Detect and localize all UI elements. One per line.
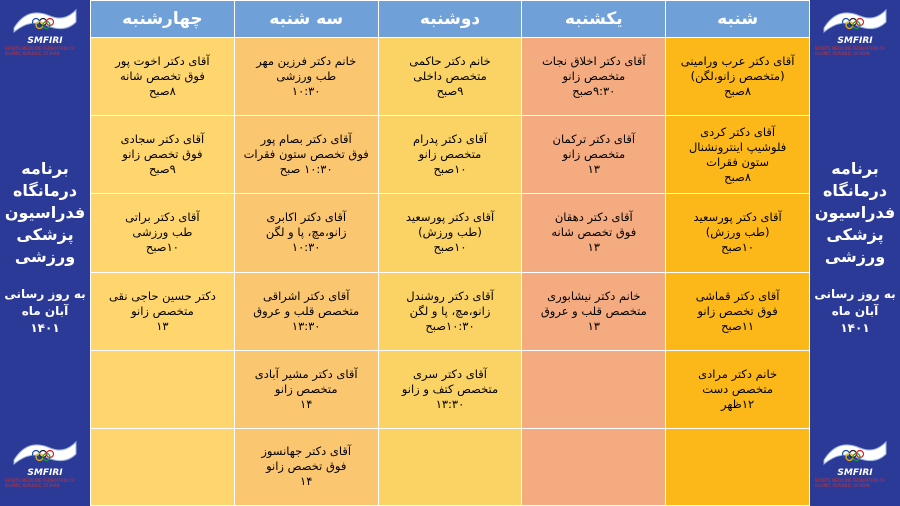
cell-line: آقای دکتر ترکمان — [552, 132, 636, 147]
cell-line: ۱۳:۳۰ — [435, 396, 465, 411]
side-title — [5, 158, 85, 268]
cell-line: ۱۰صبح — [145, 240, 179, 255]
cell-line: آقای دکتر قماشی — [695, 288, 780, 303]
cell-line: (طب ورزش) — [705, 225, 770, 240]
cell-line: ۱۴ — [300, 474, 313, 489]
schedule-cell — [378, 350, 522, 428]
cell-line: آقای دکتر پورسعید — [693, 210, 782, 225]
cell-line: زانو،مچ، پا و لگن — [409, 303, 491, 318]
update-date-line: ۱۴۰۱ — [840, 321, 870, 335]
side-title-line: پزشکی — [16, 225, 74, 244]
cell-line: فوق تخصص شانه — [119, 69, 205, 84]
day-header-saturday: شنبه — [666, 1, 810, 38]
update-date-line: ۱۴۰۱ — [30, 321, 60, 335]
flag-logo-icon — [10, 438, 80, 468]
cell-line: آقای دکتر اکابری — [266, 210, 347, 225]
schedule-cell — [522, 116, 666, 194]
schedule-cell — [91, 194, 235, 272]
schedule-cell — [378, 272, 522, 350]
schedule-cell — [522, 272, 666, 350]
side-title-line: درمانگاه — [12, 181, 78, 200]
cell-line: آقای دکتر پدرام — [412, 132, 488, 147]
cell-line: ۱۳ — [587, 318, 600, 333]
cell-line: ۱۰:۳۰صبح — [425, 318, 475, 333]
schedule-cell — [234, 194, 378, 272]
cell-line: ۱۳ — [587, 162, 600, 177]
update-date-line: آبان ماه — [831, 304, 879, 318]
cell-line: خانم دکتر فرزین مهر — [256, 54, 357, 69]
empty-cell — [378, 428, 522, 505]
side-title-line: فدراسیون — [4, 203, 86, 222]
cell-line: آقای دکتر دهقان — [554, 210, 633, 225]
cell-line: آقای دکتر اخلاق نجات — [541, 54, 646, 69]
flag-logo-icon — [820, 6, 890, 36]
cell-line: آقای دکتر براتی — [125, 210, 200, 225]
logo-text: SMFIRI — [27, 36, 63, 46]
federation-logo — [815, 6, 895, 60]
logo-subtitle: SPORTS MEDICINE FEDERATION OF ISLAMIC REPUBLIC OF IRAN — [5, 478, 75, 488]
cell-line: ۹:۳۰صبح — [572, 84, 616, 99]
schedule-row — [91, 428, 810, 505]
schedule-row — [91, 194, 810, 272]
schedule-cell — [234, 116, 378, 194]
cell-line: خانم دکتر نیشابوری — [547, 288, 641, 303]
day-header-tuesday: سه شنبه — [234, 1, 378, 38]
left-sidebar — [0, 0, 90, 506]
cell-line: ۱۰:۳۰ — [291, 84, 321, 99]
schedule-cell — [666, 116, 810, 194]
cell-line: آقای دکتر اشراقی — [263, 288, 350, 303]
cell-line: متخصص داخلی — [413, 69, 487, 84]
cell-line: متخصص قلب و عروق — [253, 303, 360, 318]
schedule-cell — [378, 116, 522, 194]
schedule-cell — [91, 38, 235, 116]
schedule-row — [91, 38, 810, 116]
cell-line: خانم دکتر حاکمی — [409, 54, 491, 69]
cell-line: آقای دکتر روشندل — [406, 288, 494, 303]
cell-line: ۱۰صبح — [721, 240, 755, 255]
update-date-line: آبان ماه — [21, 304, 69, 318]
cell-line: ۱۳ — [156, 318, 169, 333]
cell-line: متخصص قلب و عروق — [540, 303, 647, 318]
side-title-line: ورزشی — [14, 247, 76, 266]
schedule-cell — [234, 272, 378, 350]
cell-line: ۱۰صبح — [433, 240, 467, 255]
cell-line: آقای دکتر مشیر آبادی — [254, 366, 358, 381]
cell-line: متخصص زانو — [274, 381, 338, 396]
empty-cell — [91, 350, 235, 428]
flag-logo-icon — [820, 438, 890, 468]
federation-logo — [815, 438, 895, 492]
cell-line: متخصص زانو — [562, 69, 626, 84]
update-date-line: به روز رسانی — [814, 287, 896, 301]
day-header-sunday: یکشنبه — [522, 1, 666, 38]
cell-line: ۱۰:۳۰ صبح — [279, 162, 333, 177]
schedule-cell — [666, 272, 810, 350]
logo-text: SMFIRI — [27, 468, 63, 478]
cell-line: (طب ورزش) — [418, 225, 482, 240]
cell-line: طب ورزشی — [132, 225, 193, 240]
day-header-wednesday: چهارشنبه — [91, 1, 235, 38]
cell-line: فوق تخصص زانو — [122, 147, 203, 162]
cell-line: آقای دکتر سجادی — [120, 132, 205, 147]
right-sidebar — [810, 0, 900, 506]
side-title-line: فدراسیون — [814, 203, 896, 222]
cell-line: ۱۲ظهر — [721, 396, 755, 411]
cell-line: ۹صبح — [436, 84, 464, 99]
cell-line: آقای دکتر سری — [413, 366, 487, 381]
update-date — [4, 286, 85, 337]
schedule-cell — [234, 428, 378, 505]
schedule-cell — [522, 194, 666, 272]
schedule-cell — [666, 350, 810, 428]
empty-cell — [522, 350, 666, 428]
cell-line: طب ورزشی — [276, 69, 337, 84]
logo-subtitle: SPORTS MEDICINE FEDERATION OF ISLAMIC REPUBLIC OF IRAN — [815, 478, 885, 488]
cell-line: (متخصص زانو،لگن) — [690, 69, 785, 84]
update-date — [814, 286, 895, 337]
schedule-cell — [666, 38, 810, 116]
cell-line: آقای دکتر بصام پور — [260, 132, 352, 147]
cell-line: متخصص کتف و زانو — [401, 381, 499, 396]
cell-line: فوق تخصص ستون فقرات — [243, 147, 369, 162]
cell-line: فلوشیپ اینترونشنال — [688, 139, 787, 154]
side-title — [815, 158, 895, 268]
schedule-cell — [91, 272, 235, 350]
schedule-table — [90, 0, 810, 506]
update-date-line: به روز رسانی — [4, 287, 86, 301]
cell-line: آقای دکتر کردی — [700, 124, 776, 139]
schedule-cell — [378, 38, 522, 116]
cell-line: ۱۰صبح — [433, 162, 467, 177]
side-title-line: ورزشی — [824, 247, 886, 266]
logo-subtitle: SPORTS MEDICINE FEDERATION OF ISLAMIC REPUBLIC OF IRAN — [5, 46, 75, 56]
schedule-cell — [378, 194, 522, 272]
logo-text: SMFIRI — [837, 468, 873, 478]
cell-line: فوق تخصص زانو — [697, 303, 778, 318]
schedule-cell — [234, 38, 378, 116]
day-header-monday: دوشنبه — [378, 1, 522, 38]
cell-line: ۱۱صبح — [721, 318, 755, 333]
flag-logo-icon — [10, 6, 80, 36]
logo-text: SMFIRI — [837, 36, 873, 46]
cell-line: متخصص زانو — [562, 147, 626, 162]
empty-cell — [91, 428, 235, 505]
cell-line: فوق تخصص زانو — [266, 459, 347, 474]
schedule-row — [91, 350, 810, 428]
schedule-cell — [522, 38, 666, 116]
header-row — [91, 1, 810, 38]
schedule-cell — [666, 194, 810, 272]
cell-line: آقای دکتر اخوت پور — [115, 54, 210, 69]
cell-line: متخصص زانو — [418, 147, 482, 162]
cell-line: خانم دکتر مرادی — [698, 366, 778, 381]
cell-line: زانو،مچ، پا و لگن — [265, 225, 347, 240]
cell-line: ۱۴ — [300, 396, 313, 411]
cell-line: ۹صبح — [148, 162, 176, 177]
cell-line: فوق تخصص شانه — [551, 225, 637, 240]
cell-line: ۸صبح — [148, 84, 176, 99]
side-title-line: درمانگاه — [822, 181, 888, 200]
cell-line: ۱۳ — [587, 240, 600, 255]
schedule-row — [91, 116, 810, 194]
cell-line: ۸صبح — [724, 169, 752, 184]
federation-logo — [5, 6, 85, 60]
side-title-line: برنامه — [21, 159, 69, 178]
side-title-line: برنامه — [831, 159, 879, 178]
federation-logo — [5, 438, 85, 492]
cell-line: آقای دکتر جهانسوز — [261, 444, 352, 459]
cell-line: ۱۳:۳۰ — [291, 318, 321, 333]
cell-line: متخصص زانو — [131, 303, 194, 318]
cell-line: ۸صبح — [724, 84, 752, 99]
cell-line: آقای دکتر عرب ورامینی — [680, 54, 795, 69]
cell-line: ستون فقرات — [706, 154, 770, 169]
cell-line: آقای دکتر پورسعید — [405, 210, 495, 225]
empty-cell — [666, 428, 810, 505]
schedule-cell — [234, 350, 378, 428]
cell-line: متخصص دست — [702, 381, 774, 396]
cell-line: دکتر حسین حاجی نقی — [108, 288, 216, 303]
side-title-line: پزشکی — [826, 225, 884, 244]
empty-cell — [522, 428, 666, 505]
logo-subtitle: SPORTS MEDICINE FEDERATION OF ISLAMIC REPUBLIC OF IRAN — [815, 46, 885, 56]
schedule-row — [91, 272, 810, 350]
schedule-cell — [91, 116, 235, 194]
cell-line: ۱۰:۳۰ — [291, 240, 321, 255]
